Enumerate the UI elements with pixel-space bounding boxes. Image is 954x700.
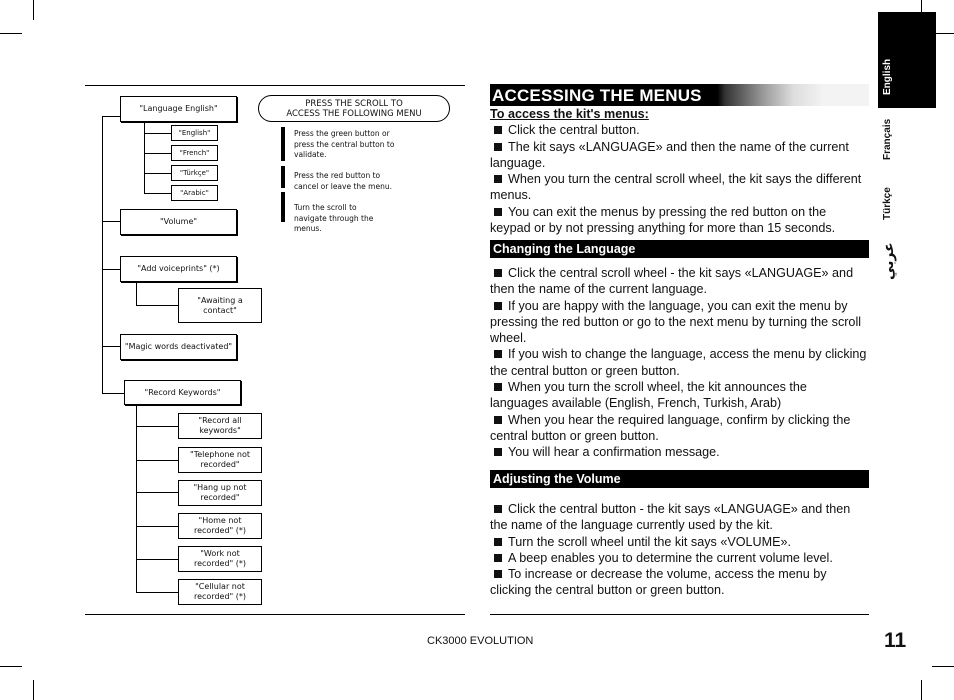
box-record-keywords: "Record Keywords" xyxy=(124,380,241,405)
list-item: When you turn the scroll wheel, the kit announces the languages available (English, French, Turkish, Arab) xyxy=(490,380,807,411)
list-item: Click the central scroll wheel - the kit says «LANGUAGE» and then the name of the current language. xyxy=(490,266,854,297)
tab-english[interactable]: English xyxy=(882,58,893,95)
box-language: "Language English" xyxy=(120,96,237,122)
box-volume: "Volume" xyxy=(120,209,237,235)
box-turkce: "Türkçe" xyxy=(171,165,218,181)
crop-mark xyxy=(33,680,34,700)
crop-mark xyxy=(0,33,22,34)
legend-bar-green xyxy=(281,127,285,161)
legend-bar-scroll xyxy=(281,192,285,222)
access-section xyxy=(490,106,868,236)
list-item: Click the central button - the kit says «LANGUAGE» and then the name of the language currently used by the kit. xyxy=(490,502,851,533)
legend-red: Press the red button to cancel or leave the menu. xyxy=(294,171,392,191)
list-item: Turn the scroll wheel until the kit says «VOLUME». xyxy=(490,534,868,550)
volume-heading: Adjusting the Volume xyxy=(490,470,869,488)
crop-mark xyxy=(0,666,22,667)
list-item: When you hear the required language, confirm by clicking the central button or green button. xyxy=(490,412,851,443)
list-item: A beep enables you to determine the current volume level. xyxy=(490,550,868,566)
list-item: If you wish to change the language, access the menu by clicking the central button or green button. xyxy=(490,347,867,378)
tab-arabic[interactable]: عربي xyxy=(880,242,896,280)
bottom-rule-left xyxy=(85,614,465,615)
language-section xyxy=(490,265,868,461)
crop-mark xyxy=(932,666,954,667)
box-hangup: "Hang up not recorded" xyxy=(178,480,262,506)
list-item: When you turn the central scroll wheel, the kit says the different menus. xyxy=(490,172,862,203)
box-magic-words: "Magic words deactivated" xyxy=(120,334,237,360)
list-item: To increase or decrease the volume, access the menu by clicking the central button or green button. xyxy=(490,567,827,598)
legend-bar-red xyxy=(281,166,285,188)
legend-green: Press the green button or press the central button to validate. xyxy=(294,129,395,159)
box-telephone: "Telephone not recorded" xyxy=(178,447,262,473)
crop-mark xyxy=(921,680,922,700)
box-home: "Home not recorded" (*) xyxy=(178,513,262,539)
box-french: "French" xyxy=(171,145,218,161)
volume-section xyxy=(490,501,868,599)
access-title: To access the kit's menus: xyxy=(490,107,649,121)
box-cellular: "Cellular not recorded" (*) xyxy=(178,579,262,605)
box-awaiting-contact: "Awaiting a contact" xyxy=(178,288,262,323)
top-rule-left xyxy=(85,85,465,86)
list-item: Click the central button. xyxy=(490,122,868,138)
page-number: 11 xyxy=(884,629,907,652)
box-english: "English" xyxy=(171,125,218,141)
bottom-rule-right xyxy=(490,614,869,615)
language-heading: Changing the Language xyxy=(490,240,869,258)
list-item: The kit says «LANGUAGE» and then the name of the current language. xyxy=(490,139,849,170)
box-record-all: "Record all keywords" xyxy=(178,413,262,439)
list-item: If you are happy with the language, you can exit the menu by pressing the red button or go to the next menu by turning the scroll wheel. xyxy=(490,298,862,346)
tab-francais[interactable]: Français xyxy=(882,118,893,160)
legend-scroll: Turn the scroll to navigate through the menus. xyxy=(294,203,374,233)
footer-product: CK3000 EVOLUTION xyxy=(427,635,534,647)
box-work: "Work not recorded" (*) xyxy=(178,546,262,572)
box-add-voiceprints: "Add voiceprints" (*) xyxy=(120,256,237,282)
box-arabic: "Arabic" xyxy=(171,185,218,201)
crop-mark xyxy=(33,0,34,20)
list-item: You can exit the menus by pressing the red button on the keypad or by not pressing anything for more than 15 seconds. xyxy=(490,204,836,236)
page-title: ACCESSING THE MENUS xyxy=(492,86,702,105)
list-item: You will hear a confirmation message. xyxy=(490,444,868,460)
language-tabs xyxy=(878,12,936,312)
tab-turkce[interactable]: Türkçe xyxy=(882,187,893,220)
legend-header: PRESS THE SCROLL TO ACCESS THE FOLLOWING MENU xyxy=(258,95,450,122)
